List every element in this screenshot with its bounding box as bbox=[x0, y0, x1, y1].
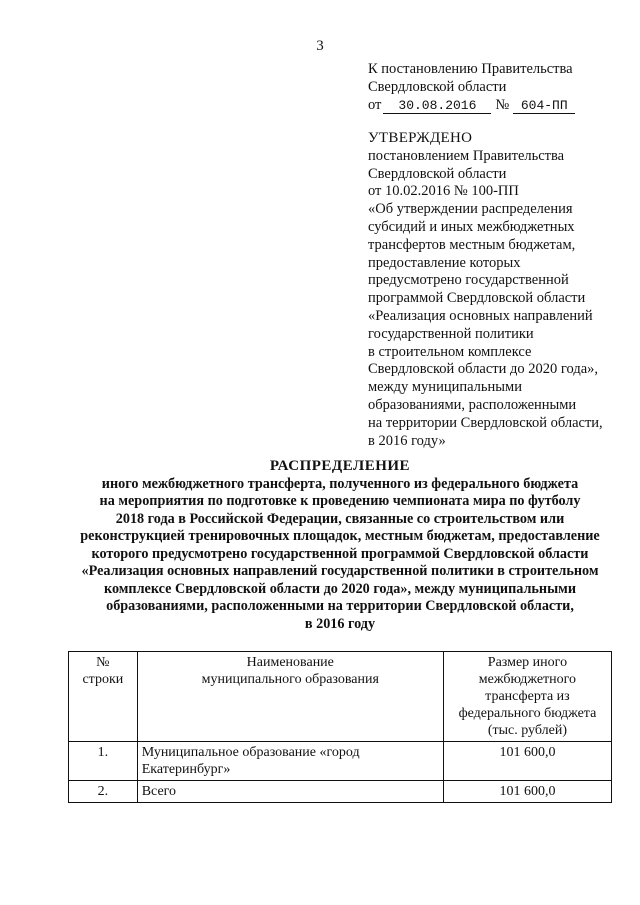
row-amount: 101 600,0 bbox=[443, 781, 611, 803]
approval-line: от 10.02.2016 № 100-ПП bbox=[368, 183, 519, 200]
table-header-row bbox=[69, 652, 612, 742]
row-municipality: Всего bbox=[137, 781, 443, 803]
table-row-total bbox=[69, 781, 612, 803]
approval-line: «Об утверждении распределения bbox=[368, 201, 573, 218]
approval-line: субсидий и иных межбюджетных bbox=[368, 218, 575, 235]
approval-line: «Реализация основных направлений bbox=[368, 307, 593, 324]
title-line: реконструкцией тренировочных площадок, местным бюджетам, предоставление bbox=[80, 528, 600, 544]
header-text: строки bbox=[82, 672, 124, 687]
approval-line: образованиями, расположенными bbox=[368, 396, 577, 413]
approval-line: между муниципальными bbox=[368, 379, 522, 396]
row-number: 1. bbox=[69, 742, 138, 781]
from-label: от bbox=[368, 97, 382, 113]
title-line: на мероприятия по подготовке к проведению чемпионата мира по футболу bbox=[99, 493, 581, 509]
approval-line: постановлением Правительства bbox=[368, 147, 565, 164]
approval-line: государственной политики bbox=[368, 325, 534, 342]
approval-line: предусмотрено государственной bbox=[368, 272, 569, 289]
approval-line: предоставление которых bbox=[368, 254, 521, 271]
header-text: Наименование bbox=[246, 655, 334, 670]
title-line: иного межбюджетного трансферта, полученного из федерального бюджета bbox=[101, 475, 579, 492]
appendix-line: К постановлению Правительства bbox=[368, 61, 573, 77]
approval-line: трансфертов местным бюджетам, bbox=[368, 236, 576, 253]
appendix-date-row bbox=[368, 96, 628, 114]
approval-line: Свердловской области до 2020 года», bbox=[368, 361, 599, 378]
title-line: которого предусмотрено государственной программой Свердловской области bbox=[91, 545, 589, 562]
approval-line: Свердловской области bbox=[368, 165, 507, 182]
header-text: федерального бюджета bbox=[458, 706, 597, 721]
header-text: муниципального образования bbox=[201, 672, 379, 687]
row-amount: 101 600,0 bbox=[443, 742, 611, 781]
header-text: (тыс. рублей) bbox=[487, 723, 568, 738]
number-label: № bbox=[495, 97, 510, 113]
approval-heading: УТВЕРЖДЕНО bbox=[368, 130, 473, 146]
approval-line: программой Свердловской области bbox=[368, 290, 586, 307]
approval-line: в строительном комплексе bbox=[368, 343, 532, 360]
row-number: 2. bbox=[69, 781, 138, 803]
approval-line: в 2016 году» bbox=[368, 432, 446, 449]
title-main: РАСПРЕДЕЛЕНИЕ bbox=[269, 458, 411, 474]
title-line: «Реализация основных направлений государственной политики в строительном bbox=[81, 563, 599, 579]
title-line: в 2016 году bbox=[304, 615, 376, 632]
appendix-block bbox=[368, 60, 628, 114]
header-text: трансферта из bbox=[485, 689, 570, 704]
page-number: 3 bbox=[316, 38, 324, 54]
appendix-line: Свердловской области bbox=[368, 79, 507, 95]
distribution-table bbox=[68, 651, 612, 803]
table-row bbox=[69, 742, 612, 781]
title-line: образованиями, расположенными на территории Свердловской области, bbox=[106, 598, 574, 614]
header-text: межбюджетного bbox=[478, 672, 577, 687]
approval-line: на территории Свердловской области, bbox=[368, 414, 603, 431]
document-title bbox=[70, 458, 610, 633]
header-text: № bbox=[96, 655, 110, 670]
title-line: комплексе Свердловской области до 2020 года», между муниципальными bbox=[103, 580, 577, 597]
decree-date: 30.08.2016 bbox=[383, 98, 491, 114]
decree-number: 604-ПП bbox=[513, 98, 575, 114]
header-text: Размер иного bbox=[487, 655, 568, 670]
header-row-number bbox=[69, 652, 138, 742]
title-line: 2018 года в Российской Федерации, связанные со строительством или bbox=[115, 510, 565, 527]
row-municipality: Муниципальное образование «город Екатеринбург» bbox=[137, 742, 443, 781]
header-amount bbox=[443, 652, 611, 742]
approval-block bbox=[368, 130, 630, 450]
header-municipality bbox=[137, 652, 443, 742]
